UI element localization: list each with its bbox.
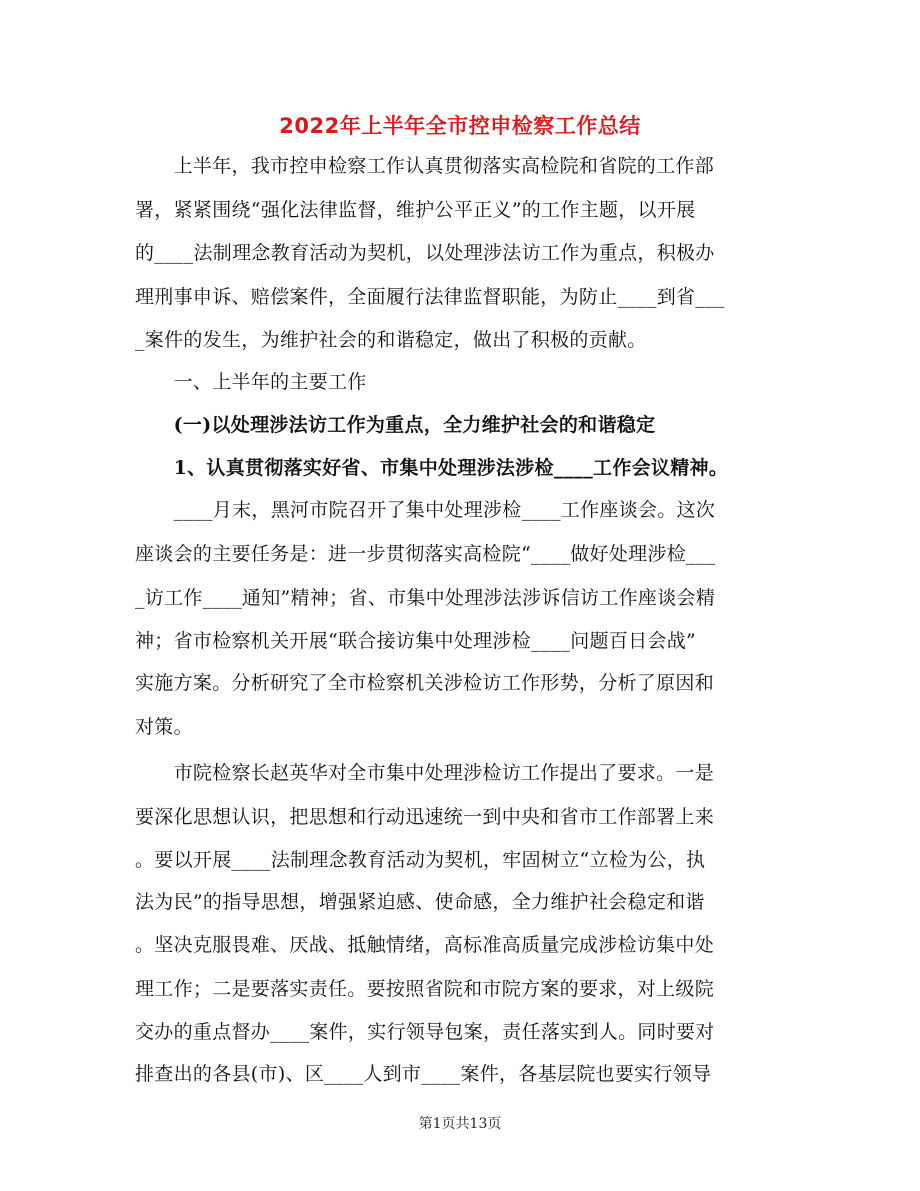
paragraph-line: 实施方案。分析研究了全市检察机关涉检访工作形势，分析了原因和 [135,672,715,694]
paragraph-line: 排查出的各县(市)、区____人到市____案件，各基层院也要实行领导 [135,1063,712,1085]
paragraph-line: 座谈会的主要任务是：进一步贯彻落实高检院“____做好处理涉检___ [135,543,716,565]
paragraph-line: 对策。 [135,716,193,738]
document-title: 2022年上半年全市控申检察工作总结 [279,114,641,138]
paragraph-line: ____月末，黑河市院召开了集中处理涉检____工作座谈会。这次 [135,499,716,521]
paragraph-line: 。坚决克服畏难、厌战、抵触情绪，高标准高质量完成涉检访集中处 [135,934,715,956]
subsection-heading: (一)以处理涉法访工作为重点，全力维护社会的和谐稳定 [135,414,656,436]
paragraph-line: 要深化思想认识，把思想和行动迅速统一到中央和省市工作部署上来 [135,806,715,828]
section-heading: 一、上半年的主要工作 [135,371,367,393]
page-number: 第1页共13页 [418,1116,502,1132]
paragraph-line: 署，紧紧围绕“强化法律监督，维护公平正义”的工作主题，以开展 [135,199,696,221]
item-heading: 1、认真贯彻落实好省、市集中处理涉法涉检____工作会议精神。 [135,457,729,479]
paragraph-line: 上半年，我市控申检察工作认真贯彻落实高检院和省院的工作部 [135,155,715,177]
paragraph-line: 法为民”的指导思想，增强紧迫感、使命感，全力维护社会稳定和谐 [135,891,705,913]
paragraph-line: _案件的发生，为维护社会的和谐稳定，做出了积极的贡献。 [135,329,647,351]
paragraph-line: 理工作；二是要落实责任。要按照省院和市院方案的要求，对上级院 [135,978,715,1000]
paragraph-line: 神；省市检察机关开展“联合接访集中处理涉检____问题百日会战” [135,630,697,652]
paragraph-line: 理刑事申诉、赔偿案件，全面履行法律监督职能，为防止____到省___ [135,286,725,308]
paragraph-line: 。要以开展____法制理念教育活动为契机，牢固树立“立检为公，执 [135,849,706,871]
paragraph-line: 交办的重点督办____案件，实行领导包案，责任落实到人。同时要对 [135,1021,715,1043]
paragraph-line: _访工作____通知”精神；省、市集中处理涉法涉诉信访工作座谈会精 [135,587,716,609]
paragraph-line: 的____法制理念教育活动为契机，以处理涉法访工作为重点，积极办 [135,242,715,264]
paragraph-line: 市院检察长赵英华对全市集中处理涉检访工作提出了要求。一是 [135,762,715,784]
